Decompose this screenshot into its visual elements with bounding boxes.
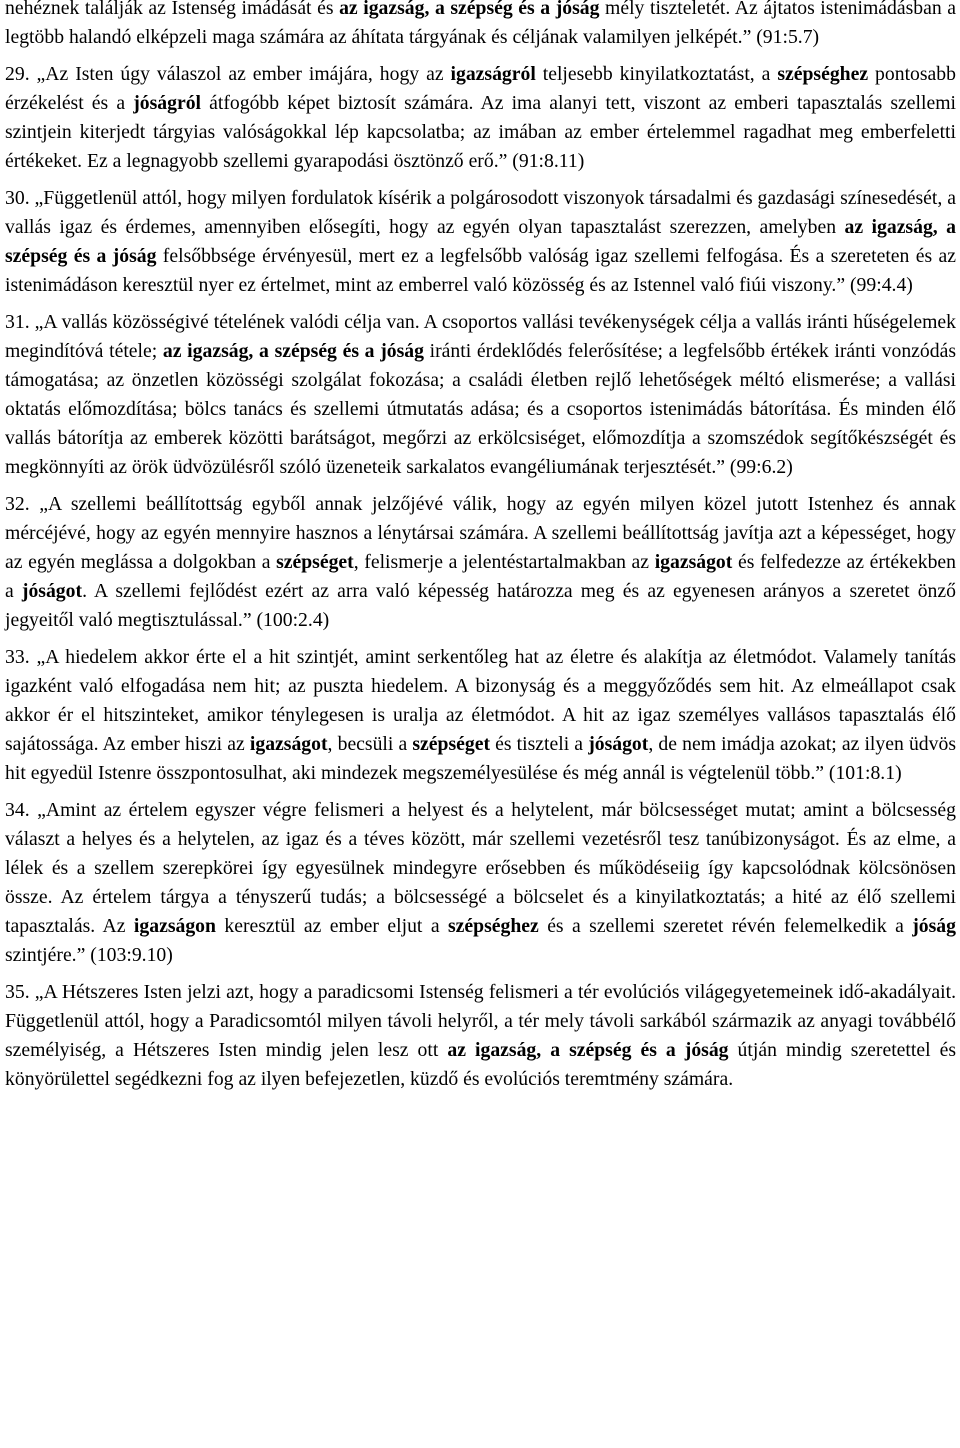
emphasized-text: szépséghez [448,915,539,937]
emphasized-text: az igazság, a szépség és a jóság [162,340,424,362]
text-run: és felfedezze az értékekben a [5,551,956,602]
paragraph-34 [5,796,956,970]
text-run: felsőbbsége érvényesül, mert ez a legfelsőbb valóság igaz szellemi felfogása. És a szereteten és az istenimádáson keresztül nyer ez értelmet, mint az emberrel való közösség és az Istennel való fiúi viszony.” (99:4.4) [5,245,957,296]
emphasized-text: igazságot [654,551,733,573]
text-run: 33. „A hiedelem akkor érte el a hit szintjét, amint serkentőleg hat az életre és alakítja az életmódot. Valamely tanítás igazként való elfogadása nem hit; az puszta hiedelem. A bizonyság és a meggyőződés sem hit. Az elmeállapot csak akkor ér el hitszinteket, amikor ténylegesen is uralja az életmódot. A hit az igaz személyes vallásos tapasztalás élő sajátossága. Az ember hiszi az [5,646,956,755]
text-run: 34. „Amint az értelem egyszer végre felismeri a helyest és a helytelent, már bölcsességet mutat; amint a bölcsesség választ a helyes és a helytelen, az igaz és a téves között, már szellemi vezetésről tesz tanúbizonyságot. És az elme, a lélek és a szellem szerepkörei így egyesülnek mindegyre erősebben és működéseiig így kapcsolódnak kölcsönösen össze. Az értelem tárgya a tényszerű tudás; a bölcsességé a bölcselet és a kinyilatkoztatás; a hité az élő szellemi tapasztalás. Az [5,799,956,937]
text-run: mély tiszteletét. Az ájtatos istenimádásban a legtöbb halandó elképzeli maga számára az áhítata tárgyának és céljának valamilyen jelképét.” (91:5.7) [5,0,956,48]
text-run: 31. „A vallás közösségivé tételének valódi célja van. A csoportos vallási tevékenységek célja a vallás iránti hűségelemek megindítóvá tétele; [5,311,956,362]
text-run: 35. „A Hétszeres Isten jelzi azt, hogy a paradicsomi Istenség felismeri a tér evolúciós világegyetemeinek idő-akadályait. Függetlenül attól, hogy a Paradicsomtól milyen távoli helyről, a tér mely távoli sarkából származik az anyagi továbbélő személyiség, a Hétszeres Isten mindig jelen lesz ott [5,981,956,1061]
text-run: szintjére.” (103:9.10) [5,944,173,966]
text-run: 29. „Az Isten úgy válaszol az ember imájára, hogy az [5,63,451,85]
text-run: , becsüli a [327,733,413,755]
text-run: 32. „A szellemi beállítottság egyből annak jelzőjévé válik, hogy az egyén milyen közel jutott Istenhez és annak mércéjévé, hogy az egyén mennyire hasznos a lénytársai számára. A szellemi beállítottság javítja azt a képességet, hogy az egyén meglássa a dolgokban a [5,493,956,573]
emphasized-text: jóságot [21,580,83,602]
emphasized-text: az igazság, a szépség és a jóság [5,216,956,267]
text-run: nehéznek találják az Istenség imádását és [5,0,340,19]
document-page [5,0,956,1094]
emphasized-text: az igazság, a szépség és a jóság [447,1039,729,1061]
paragraph-35 [5,978,956,1094]
emphasized-text: jóság [912,915,956,937]
emphasized-text: az igazság, a szépség és a jóság [339,0,600,19]
paragraph-33 [5,643,956,788]
text-run: és tiszteli a [490,733,589,755]
emphasized-text: igazságon [133,915,216,937]
emphasized-text: jóságot [588,733,649,755]
text-run: , felismerje a jelentéstartalmakban az [353,551,655,573]
paragraph-30 [5,184,956,300]
emphasized-text: igazságot [249,733,328,755]
paragraph-28-tail [5,0,956,52]
paragraph-31 [5,308,956,482]
text-run: iránti érdeklődés felerősítése; a legfelsőbb értékek iránti vonzódás támogatása; az önzetlen közösségi szolgálat fokozása; a családi életben rejlő lehetőségek méltó elismerése; a vallási oktatás előmozdítása; bölcs tanács és szellemi útmutatás adása; és a csoportos istenimádás bátorítása. És minden élő vallás bátorítja az emberek közötti barátságot, megőrzi az erkölcsiséget, előmozdítja a szomszédok segítőkészségét és megkönnyíti az örök üdvözülésről szóló üzeneteik sarkalatos evangéliumának terjesztését.” (99:6.2) [5,340,957,478]
emphasized-text: szépséget [412,733,491,755]
emphasized-text: jóságról [133,92,202,114]
text-run: 30. „Függetlenül attól, hogy milyen fordulatok kísérik a polgárosodott viszonyok társadalmi és gazdasági színesedését, a vallás igaz és érdemes, amennyiben elősegíti, hogy az egyén olyan tapasztalást szerezzen, amelyben [5,187,956,238]
text-run: pontosabb érzékelést és a [5,63,956,114]
text-run: és a szellemi szeretet révén felemelkedik a [538,915,913,937]
text-run: teljesebb kinyilatkoztatást, a [535,63,778,85]
text-run: . A szellemi fejlődést ezért az arra való képesség határozza meg és az egyenesen arányos a szeretet önző jegyeitől való megtisztulással.” (100:2.4) [5,580,956,631]
paragraph-29 [5,60,956,176]
text-run: átfogóbb képet biztosít számára. Az ima alanyi tett, viszont az emberi tapasztalás szellemi szintjein kiterjedt tárgyias valóságokkal lép kapcsolatba; az imában az ember értelemmel ragadhat meg emberfeletti értékeket. Ez a legnagyobb szellemi gyarapodási ösztönző erő.” (91:8.11) [5,92,956,172]
emphasized-text: igazságról [450,63,536,85]
text-run: , de nem imádja azokat; az ilyen üdvös hit egyedül Istenre összpontosulhat, aki mindezek megszemélyesülése és még annál is végtelenül több.” (101:8.1) [5,733,956,784]
text-run: keresztül az ember eljut a [215,915,448,937]
emphasized-text: szépséghez [777,63,869,85]
emphasized-text: szépséget [276,551,354,573]
paragraph-32 [5,490,956,635]
text-run: útján mindig szeretettel és könyörülettel segédkezni fog az ilyen befejezetlen, küzdő és evolúciós teremtmény számára. [5,1039,956,1090]
